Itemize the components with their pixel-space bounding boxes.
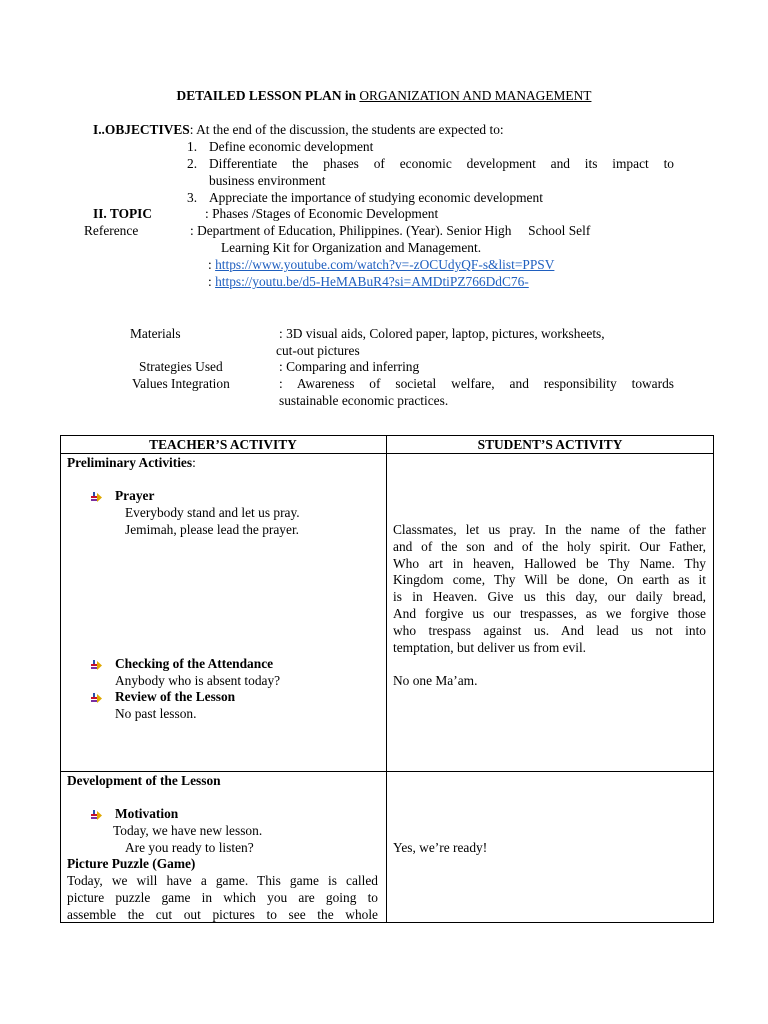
- objective-1-text: Define economic development: [209, 139, 374, 154]
- student-prayer-line-2: and of the son and of the holy spirit. Our Father,: [393, 539, 706, 554]
- student-ready-reply: Yes, we’re ready!: [393, 840, 488, 855]
- topic-label: II. TOPIC: [93, 206, 153, 221]
- development-heading: Development of the Lesson: [67, 773, 221, 788]
- arrow-bullet-icon: [90, 658, 102, 670]
- reference-line-2: Learning Kit for Organization and Management.: [221, 240, 482, 255]
- youtube-link-2[interactable]: https://youtu.be/d5-HeMABuR4?si=AMDtiPZ766DdC76-: [215, 274, 529, 289]
- youtube-link-1[interactable]: https://www.youtube.com/watch?v=-zOCUdyQF-s&list=PPSV: [215, 257, 555, 272]
- values-label: Values Integration: [132, 376, 230, 391]
- review-line: No past lesson.: [115, 706, 197, 721]
- objectives-heading: [93, 122, 504, 138]
- attendance-label: Checking of the Attendance: [115, 656, 274, 671]
- student-prayer-line-3: Who art in heaven, Hallowed be Thy Name. Thy: [393, 556, 706, 571]
- student-prayer-line-7: who trespass against us. And lead us not into: [393, 623, 706, 638]
- topic-value: : Phases /Stages of Economic Development: [205, 206, 439, 221]
- values-line-1: : Awareness of societal welfare, and responsibility towards: [279, 376, 674, 391]
- strategies-label: Strategies Used: [139, 359, 223, 374]
- objective-2-text: Differentiate the phases of economic development and its impact to: [209, 156, 674, 171]
- student-prayer-line-4: Kingdom come, Thy Will be done, On earth as it: [393, 572, 706, 587]
- puzzle-line-3: assemble the cut out pictures to see the whole: [67, 907, 378, 922]
- motivation-line-1: Today, we have new lesson.: [113, 823, 263, 838]
- objective-3-text: Appreciate the importance of studying economic development: [209, 190, 543, 205]
- table-section-divider: [60, 771, 714, 772]
- motivation-line-2: Are you ready to listen?: [125, 840, 254, 855]
- objective-1-num: 1.: [187, 139, 198, 154]
- objectives-label: I..OBJECTIVES: [93, 122, 190, 137]
- prayer-label: Prayer: [115, 488, 155, 503]
- preliminary-colon: :: [192, 455, 196, 470]
- prayer-line-2: Jemimah, please lead the prayer.: [125, 522, 300, 537]
- reference-link-1-row: [208, 257, 554, 273]
- materials-line-1: : 3D visual aids, Colored paper, laptop, pictures, worksheets,: [279, 326, 605, 341]
- puzzle-line-1: Today, we will have a game. This game is called: [67, 873, 378, 888]
- preliminary-label: Preliminary Activities: [67, 455, 193, 470]
- motivation-label: Motivation: [115, 806, 179, 821]
- table-header-divider: [60, 453, 714, 454]
- values-line-2: sustainable economic practices.: [279, 393, 449, 408]
- arrow-bullet-icon: [90, 808, 102, 820]
- student-attendance-reply: No one Ma’am.: [393, 673, 478, 688]
- document-title: [0, 88, 768, 104]
- materials-label: Materials: [130, 326, 181, 341]
- objective-3-num: 3.: [187, 190, 198, 205]
- puzzle-heading: Picture Puzzle (Game): [67, 856, 196, 871]
- preliminary-heading: [67, 455, 196, 471]
- arrow-bullet-icon: [90, 691, 102, 703]
- strategies-value: : Comparing and inferring: [279, 359, 420, 374]
- arrow-bullet-icon: [90, 490, 102, 502]
- title-prefix: DETAILED LESSON PLAN in: [176, 88, 360, 103]
- objectives-intro: : At the end of the discussion, the students are expected to:: [189, 122, 504, 137]
- student-prayer-line-1: Classmates, let us pray. In the name of the father: [393, 522, 706, 537]
- attendance-line: Anybody who is absent today?: [115, 673, 281, 688]
- prayer-line-1: Everybody stand and let us pray.: [125, 505, 300, 520]
- student-prayer-line-6: And forgive us our trespasses, as we forgive those: [393, 606, 706, 621]
- objective-2-text-cont: business environment: [209, 173, 326, 188]
- table-column-divider: [386, 435, 387, 923]
- reference-line-1: : Department of Education, Philippines. (Year). Senior High School Self: [190, 223, 591, 238]
- reference-label: Reference: [84, 223, 139, 238]
- reference-link-1-prefix: :: [208, 257, 216, 272]
- puzzle-line-2: picture puzzle game in which you are going to: [67, 890, 378, 905]
- student-prayer-line-5: is in Heaven. Give us this day, our daily bread,: [393, 589, 706, 604]
- teacher-activity-header: TEACHER’S ACTIVITY: [149, 437, 297, 452]
- student-prayer-line-8: temptation, but deliver us from evil.: [393, 640, 587, 655]
- reference-link-2-row: [208, 274, 529, 290]
- objective-2-num: 2.: [187, 156, 198, 171]
- title-subject: ORGANIZATION AND MANAGEMENT: [359, 88, 592, 103]
- student-activity-header: STUDENT’S ACTIVITY: [477, 437, 623, 452]
- reference-link-2-prefix: :: [208, 274, 216, 289]
- review-label: Review of the Lesson: [115, 689, 236, 704]
- materials-line-2: cut-out pictures: [276, 343, 360, 358]
